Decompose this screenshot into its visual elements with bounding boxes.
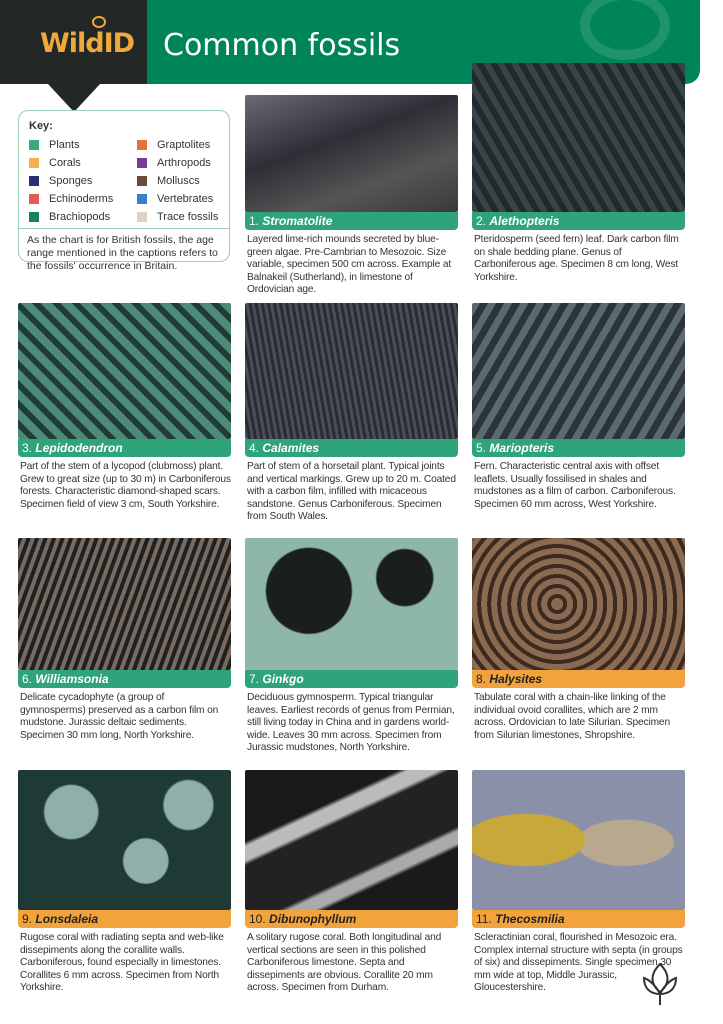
- fossil-photo: [245, 770, 458, 910]
- key-item-vertebrates: [137, 192, 237, 206]
- fossil-number: 8.: [476, 672, 487, 686]
- fossil-number: 9.: [22, 912, 33, 926]
- fossil-number: 11.: [476, 912, 492, 926]
- fossil-photo: [472, 63, 685, 212]
- fossil-card-ginkgo: [245, 538, 458, 755]
- color-swatch: [29, 194, 39, 204]
- fossil-caption: Fern. Characteristic central axis with offset leaflets. Usually fossilised in shales and mudstones as a film of carbon. Carboniferous. Specimen 60 mm across, West Yorkshire.: [474, 461, 676, 510]
- key-note: As the chart is for British fossils, the age range mentioned in the captions refers to the fossils' occurrence in Britain.: [19, 228, 229, 278]
- fossil-number: 3.: [22, 441, 33, 455]
- fossil-card-dibunophyllum: [245, 770, 458, 995]
- fossil-name: Ginkgo: [262, 672, 304, 686]
- color-swatch: [29, 140, 39, 150]
- key-box: [18, 110, 230, 272]
- fossil-caption: Layered lime-rich mounds secreted by blue-green algae. Pre-Cambrian to Mesozoic. Size variable, specimen 500 cm across. Example at Balnakeil (Sutherland), in limestone of Ordovician age.: [247, 234, 452, 295]
- fossil-label: [245, 910, 458, 928]
- eye-icon: [92, 16, 106, 28]
- fossil-number: 5.: [476, 441, 487, 455]
- fossil-card-lepidodendron: [18, 303, 231, 511]
- fossil-number: 4.: [249, 441, 260, 455]
- fossil-caption: Pteridosperm (seed fern) leaf. Dark carbon film on shale bedding plane. Genus of Carboniferous age. Specimen 8 cm long, West Yorkshire.: [474, 234, 679, 283]
- key-label: Vertebrates: [157, 193, 214, 205]
- fossil-number: 1.: [249, 214, 260, 228]
- fossil-name: Stromatolite: [262, 214, 333, 228]
- fossil-photo: [18, 303, 231, 439]
- fossil-photo: [245, 538, 458, 670]
- fossil-number: 10.: [249, 912, 266, 926]
- fossil-photo: [472, 303, 685, 439]
- fossil-name: Calamites: [262, 441, 320, 455]
- color-swatch: [137, 212, 147, 222]
- key-title: Key:: [29, 120, 53, 132]
- fossil-photo: [18, 770, 231, 910]
- fossil-label: [472, 910, 685, 928]
- key-item-sponges: [29, 174, 137, 188]
- fossil-card-stromatolite: [245, 95, 458, 297]
- fossil-label: [245, 212, 458, 230]
- fossil-number: 6.: [22, 672, 33, 686]
- key-item-corals: [29, 156, 137, 170]
- key-item-molluscs: [137, 174, 237, 188]
- fossil-label: [472, 439, 685, 457]
- fossil-card-halysites: [472, 538, 685, 742]
- fossil-caption: Part of the stem of a lycopod (clubmoss) plant. Grew to great size (up to 30 m) in Carboniferous forests. Characteristic diamond-shaped scars. Specimen field of view 3 cm, South Yorkshire.: [20, 461, 231, 510]
- fossil-caption: Deciduous gymnosperm. Typical triangular leaves. Earliest records of genus from Permian, still living today in China and in gardens world-wide. Leaves 30 mm across. Specimen from Jurassic mudstones, North Yorkshire.: [247, 692, 455, 753]
- fossil-caption: Part of stem of a horsetail plant. Typical joints and vertical markings. Grew up to 20 m. Coated with a carbon film, infilled with micaceous sandstone. Genus Carboniferous. Specimen from South Wales.: [247, 461, 456, 522]
- key-grid: [29, 138, 229, 224]
- fossil-caption: Tabulate coral with a chain-like linking of the individual ovoid corallites, which are 2 mm across. Ordovician to late Silurian. Specimen from Silurian limestones, Shropshire.: [474, 692, 670, 741]
- fossil-photo: [245, 303, 458, 439]
- color-swatch: [137, 158, 147, 168]
- logo-block: [0, 0, 147, 84]
- fossil-photo: [245, 95, 458, 212]
- fossil-label: [472, 212, 685, 230]
- key-item-arthropods: [137, 156, 237, 170]
- fossil-number: 7.: [249, 672, 260, 686]
- key-label: Arthropods: [157, 157, 211, 169]
- color-swatch: [29, 212, 39, 222]
- fossil-label: [472, 670, 685, 688]
- fossil-card-alethopteris: [472, 63, 685, 284]
- fossil-name: Dibunophyllum: [269, 912, 357, 926]
- fossil-photo: [472, 538, 685, 670]
- fossil-name: Alethopteris: [489, 214, 560, 228]
- key-label: Graptolites: [157, 139, 211, 151]
- key-label: Echinoderms: [49, 193, 114, 205]
- fossil-photo: [472, 770, 685, 910]
- key-item-plants: [29, 138, 137, 152]
- fossil-name: Halysites: [489, 672, 543, 686]
- eye-watermark-icon: [580, 0, 670, 60]
- fossil-name: Thecosmilia: [495, 912, 565, 926]
- fossil-label: [18, 670, 231, 688]
- fossil-card-williamsonia: [18, 538, 231, 742]
- fossil-card-thecosmilia: [472, 770, 685, 995]
- fossil-label: [245, 670, 458, 688]
- key-label: Trace fossils: [157, 211, 219, 223]
- fossil-caption: Scleractinian coral, flourished in Mesozoic era. Complex internal structure with septa (in groups of six) and dissepiments. Single specimen 30 mm wide at top, Middle Jurassic, Gloucestershire.: [474, 932, 683, 993]
- key-label: Sponges: [49, 175, 93, 187]
- fossil-label: [245, 439, 458, 457]
- key-label: Corals: [49, 157, 81, 169]
- key-item-graptolites: [137, 138, 237, 152]
- page-title: Common fossils: [163, 28, 401, 63]
- fossil-caption: Delicate cycadophyte (a group of gymnosperms) preserved as a carbon film on mudstone. Jurassic deltaic sediments. Specimen 30 mm long, North Yorkshire.: [20, 692, 219, 741]
- fossil-card-lonsdaleia: [18, 770, 231, 995]
- fossil-caption: Rugose coral with radiating septa and web-like dissepiments along the corallite walls. Carboniferous, found especially in limestones. Corallites 6 mm across. Specimen from North Yorkshire.: [20, 932, 224, 993]
- key-label: Plants: [49, 139, 80, 151]
- key-item-brachiopods: [29, 210, 137, 224]
- fossil-photo: [18, 538, 231, 670]
- fossil-number: 2.: [476, 214, 487, 228]
- key-label: Brachiopods: [49, 211, 111, 223]
- fossil-name: Williamsonia: [35, 672, 109, 686]
- logo-pointer: [48, 84, 100, 112]
- fossil-card-mariopteris: [472, 303, 685, 511]
- fossil-card-calamites: [245, 303, 458, 524]
- color-swatch: [137, 176, 147, 186]
- fossil-label: [18, 910, 231, 928]
- key-item-echinoderms: [29, 192, 137, 206]
- fossil-caption: A solitary rugose coral. Both longitudinal and vertical sections are seen in this polished Carboniferous limestone. Septa and dissepiments are obvious. Corallite 20 mm across. Specimen from Durham.: [247, 932, 442, 993]
- color-swatch: [29, 176, 39, 186]
- fossil-name: Lonsdaleia: [35, 912, 99, 926]
- color-swatch: [29, 158, 39, 168]
- fossil-name: Mariopteris: [489, 441, 555, 455]
- key-label: Molluscs: [157, 175, 200, 187]
- color-swatch: [137, 140, 147, 150]
- fossil-name: Lepidodendron: [35, 441, 123, 455]
- fossil-label: [18, 439, 231, 457]
- wildid-logo: WildID: [40, 28, 135, 59]
- key-item-trace-fossils: [137, 210, 237, 224]
- color-swatch: [137, 194, 147, 204]
